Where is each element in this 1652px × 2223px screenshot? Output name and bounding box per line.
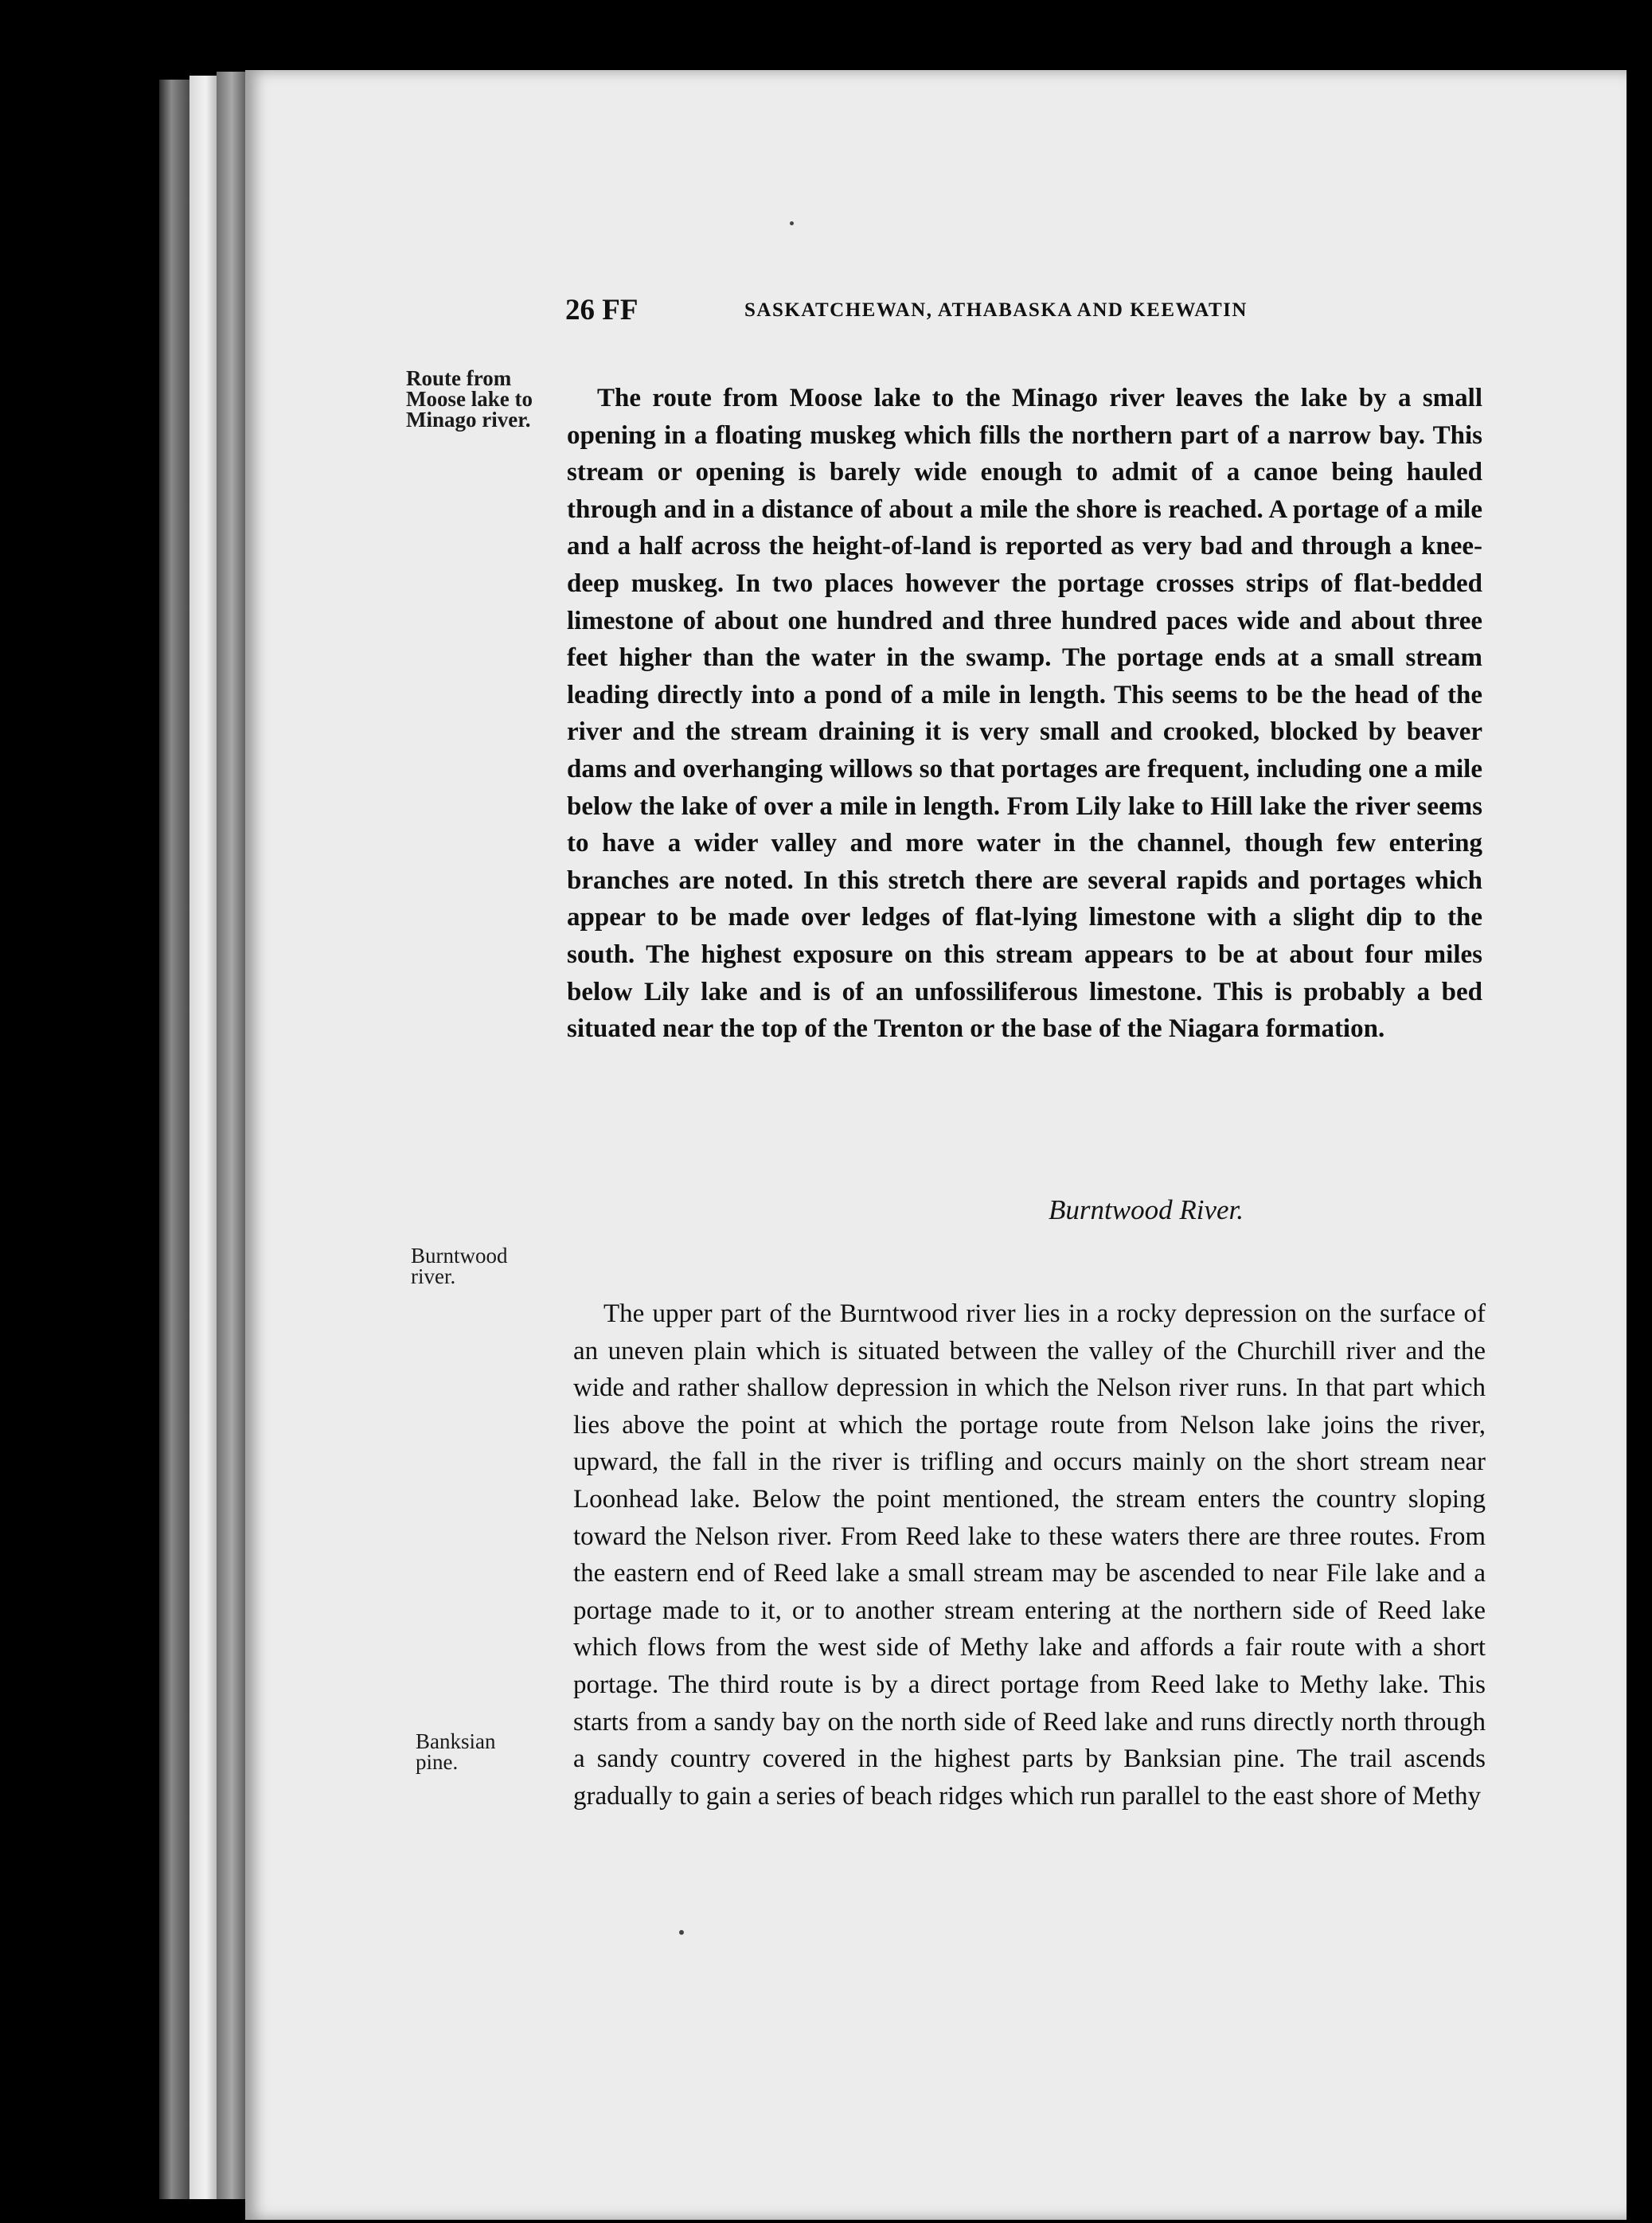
ink-speck [790,221,794,225]
ink-speck [679,1930,684,1935]
book-edge-grey [217,72,247,2199]
margin-note-burntwood: Burntwood river. [411,1244,508,1288]
running-title: SASKATCHEWAN, ATHABASKA AND KEEWATIN [744,299,1248,321]
paragraph-burntwood-river: The upper part of the Burntwood river lies in a rocky depression on the surface of an uneven plain which is situated between the valley of the Churchill river and the wide and rather shallow depression in which the Nelson river runs. In that part which lies above the point at which the portage route from Nelson lake joins the river, upward, the fall in the river is trifling and occurs mainly on the short stream near Loonhead lake. Below the point mentioned, the stream enters the country sloping toward the Nelson river. From Reed lake to these waters there are three routes. From the eastern end of Reed lake a small stream may be ascended to near File lake and a portage made to it, or to another stream entering at the northern side of Reed lake which flows from the west side of Methy lake and affords a fair route with a short portage. The third route is by a direct portage from Reed lake to Methy lake. This starts from a sandy bay on the north side of Reed lake and runs directly north through a sandy country covered in the highest parts by Banksian pine. The trail ascends gradually to gain a series of beach ridges which run parallel to the east shore of Methy [573,1299,1486,1811]
section-heading [567,1194,1482,1226]
margin-note-route: Route from Moose lake to Minago river. [406,366,533,432]
book-edge-dark [159,80,189,2199]
page-number: 26 FF [565,294,639,326]
margin-note-banksian: Banksian pine. [416,1729,496,1774]
paragraph-minago-route: The route from Moose lake to the Minago river leaves the lake by a small opening in a floating muskeg which fills the northern part of a narrow bay. This stream or opening is barely wide enough to admit of a canoe being hauled through and in a distance of about a mile the shore is reached. A portage of a mile and a half across the height-of-land is reported as very bad and through a knee-deep muskeg. In two places however the portage crosses strips of flat-bedded limestone of about one hundred and three hundred paces wide and about three feet higher than the water in the swamp. The portage ends at a small stream leading directly into a pond of a mile in length. This seems to be the head of the river and the stream draining it is very small and crooked, blocked by beaver dams and overhanging willows so that portages are frequent, including one a mile below the lake of over a mile in length. From Lily lake to Hill lake the river seems to have a wider valley and more water in the channel, though few entering branches are noted. In this stretch there are several rapids and portages which appear to be made over ledges of flat-lying limestone with a slight dip to the south. The highest exposure on this stream appears to be at about four miles below Lily lake and is of an unfossiliferous limestone. This is probably a bed situated near the top of the Trenton or the base of the Niagara formation. [567,384,1482,1044]
book-edge-light [189,76,217,2199]
section-heading-text: Burntwood River. [1049,1194,1244,1225]
